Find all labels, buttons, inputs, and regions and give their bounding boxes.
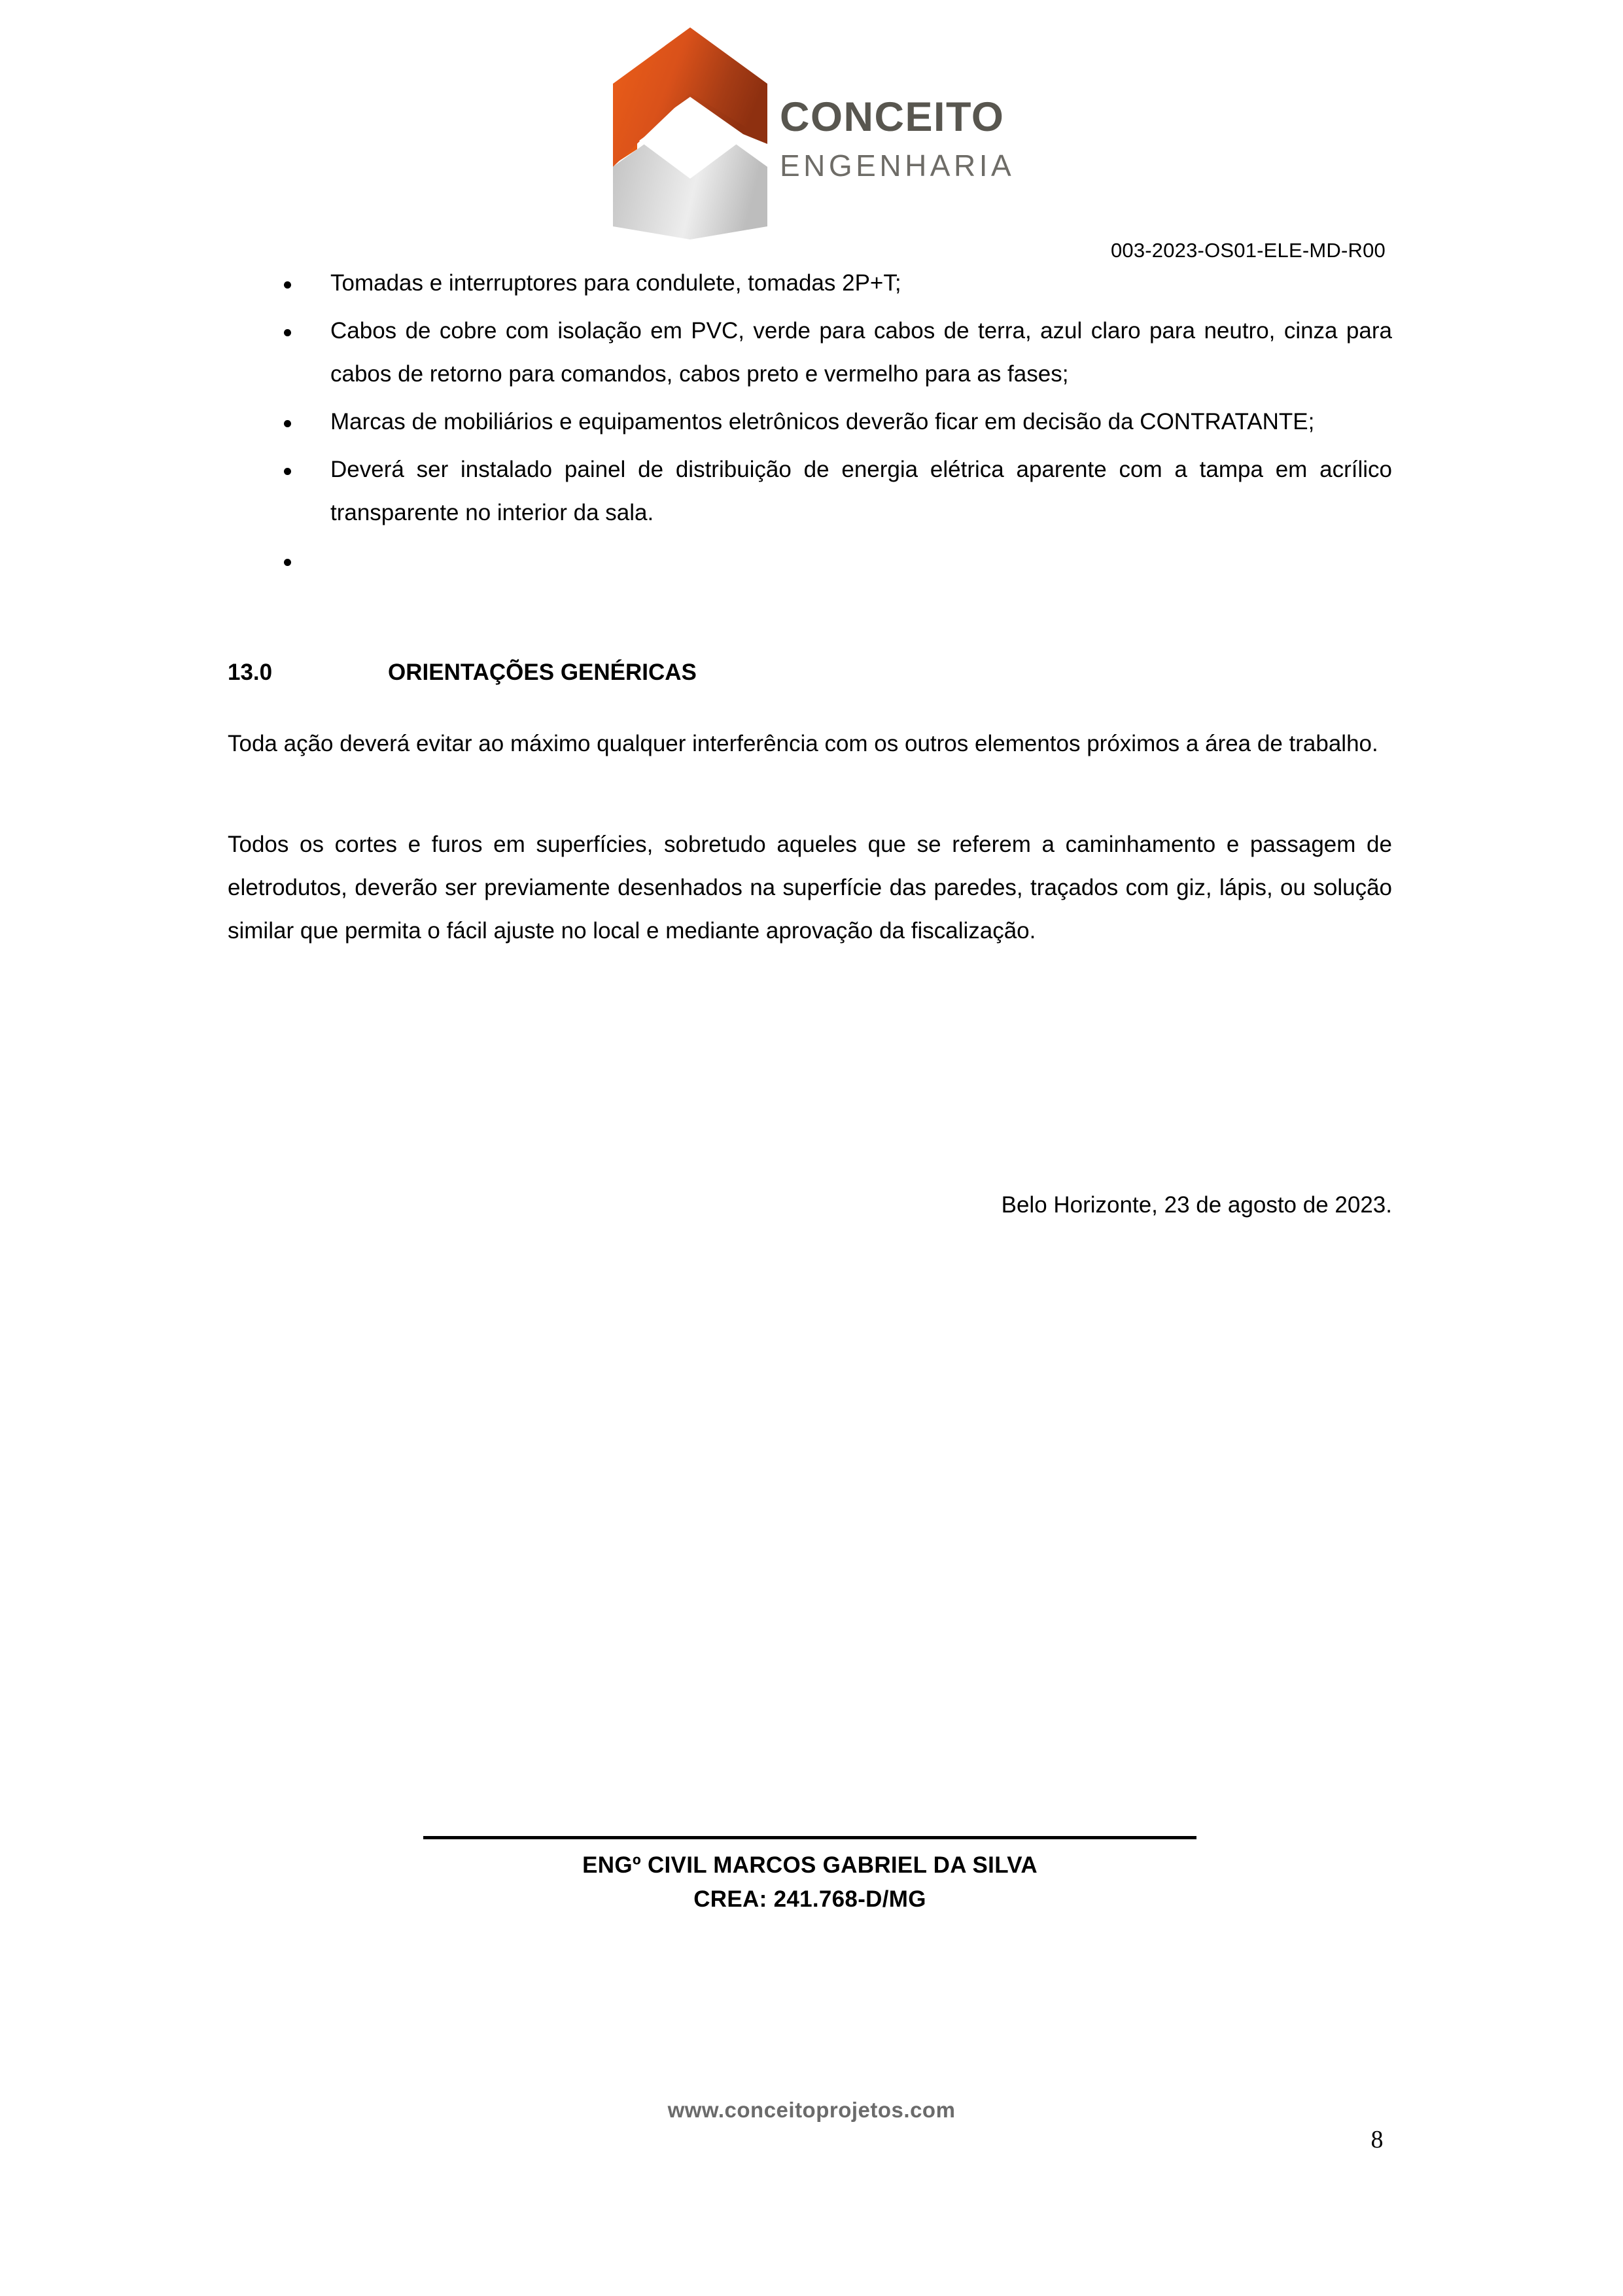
list-item-text: Tomadas e interruptores para condulete, tomadas 2P+T; — [330, 270, 901, 296]
signature-rule — [423, 1836, 1196, 1839]
list-item-text: Marcas de mobiliários e equipamentos eletrônicos deverão ficar em decisão da CONTRATANTE; — [330, 409, 1315, 434]
logo-company-name: CONCEITO — [780, 94, 1005, 140]
section-heading — [228, 660, 697, 686]
logo-company-subtitle: ENGENHARIA — [780, 149, 1015, 183]
company-logo — [608, 20, 1079, 245]
paragraph-cuts-and-holes: Todos os cortes e furos em superfícies, sobretudo aqueles que se referem a caminhamento e passagem de eletrodutos, deverão ser previamente desenhados na superfície das paredes, traçados com giz, lápis, ou solução similar que permita o fácil ajuste no local e mediante aprovação da fiscalização. — [228, 832, 1392, 944]
list-item-text: Deverá ser instalado painel de distribuição de energia elétrica aparente com a tampa em acrílico transparente no interior da sala. — [330, 457, 1392, 525]
logo-wordmark — [780, 94, 1081, 183]
section-title: ORIENTAÇÕES GENÉRICAS — [388, 660, 697, 685]
specification-bullet-list — [228, 262, 1392, 582]
conceito-hexagon-logo-icon — [608, 20, 772, 245]
date-location-line: Belo Horizonte, 23 de agosto de 2023. — [1001, 1192, 1392, 1218]
paragraph-general-guidance: Toda ação deverá evitar ao máximo qualquer interferência com os outros elementos próximos a área de trabalho. — [228, 731, 1378, 756]
document-reference-code: 003-2023-OS01-ELE-MD-R00 — [1110, 239, 1386, 262]
signatory-name: ENGº CIVIL MARCOS GABRIEL DA SILVA — [582, 1852, 1038, 1878]
section-number: 13.0 — [228, 660, 273, 685]
footer-website-url: www.conceitoprojetos.com — [667, 2098, 956, 2122]
signature-block — [228, 1836, 1392, 1916]
list-item — [228, 448, 1392, 535]
list-item — [228, 400, 1392, 444]
list-item — [228, 262, 1392, 305]
list-item — [228, 309, 1392, 396]
page-number: 8 — [1370, 2126, 1384, 2153]
list-item-text: Cabos de cobre com isolação em PVC, verde para cabos de terra, azul claro para neutro, cinza para cabos de retorno para comandos, cabos preto e vermelho para as fases; — [330, 318, 1392, 387]
signatory-crea: CREA: 241.768-D/MG — [693, 1886, 926, 1912]
list-item-empty — [228, 539, 1392, 582]
bullet-list-section — [228, 262, 1392, 587]
